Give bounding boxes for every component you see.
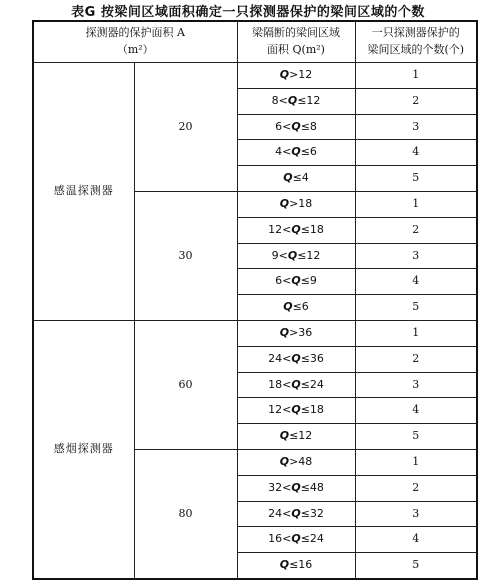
beam-area-range-cell [237,140,355,166]
q-symbol: Q [291,351,301,365]
beam-area-range-cell [237,346,355,372]
range-upper: ≤12 [289,429,313,443]
q-symbol: Q [291,403,301,417]
header-protection-area-line2: （m²） [116,43,154,56]
range-upper: ≤6 [292,300,309,314]
range-upper: ≤9 [300,274,317,288]
header-count-line2: 梁间区域的个数(个) [367,43,465,56]
range-upper: >12 [289,68,313,82]
table-row [33,320,477,346]
range-upper: ≤6 [300,145,317,159]
beam-area-range-cell [237,501,355,527]
header-protection-area-line1: 探测器的保护面积 A [85,26,185,40]
range-lower: 6< [275,119,292,133]
q-symbol: Q [279,68,290,82]
count-cell: 3 [355,372,477,398]
q-symbol: Q [279,429,290,443]
header-beam-area-line2: 面积 Q(m²) [267,43,325,56]
q-symbol: Q [291,532,301,546]
beam-area-range-cell [237,320,355,346]
q-symbol: Q [287,93,298,107]
count-cell: 1 [355,63,477,89]
beam-area-range-cell [237,63,355,89]
range-upper: ≤12 [297,93,321,107]
range-lower: 6< [275,274,292,288]
range-lower: 16< [268,532,292,546]
beam-area-table [32,20,478,580]
detector-type-cell: 感烟探测器 [33,320,134,578]
range-lower: 32< [268,480,292,494]
q-symbol: Q [291,506,301,520]
range-upper: ≤16 [289,558,313,572]
count-cell: 4 [355,398,477,424]
beam-area-range-cell [237,191,355,217]
beam-area-range-cell [237,527,355,553]
count-cell: 2 [355,475,477,501]
protection-area-cell: 30 [134,191,237,320]
count-cell: 3 [355,243,477,269]
count-cell: 1 [355,191,477,217]
header-row [33,21,477,63]
beam-area-range-cell [237,553,355,579]
q-symbol: Q [291,480,301,494]
protection-area-cell: 80 [134,449,237,578]
beam-area-range-cell [237,243,355,269]
header-beam-area [237,21,355,63]
range-lower: 8< [271,93,288,107]
beam-area-range-cell [237,114,355,140]
count-cell: 3 [355,501,477,527]
range-upper: ≤12 [297,248,321,262]
range-upper: >36 [289,326,313,340]
q-symbol: Q [287,248,298,262]
range-lower: 24< [268,351,292,365]
range-upper: ≤32 [300,506,324,520]
range-upper: ≤18 [300,222,324,236]
count-cell: 2 [355,346,477,372]
q-symbol: Q [279,558,290,572]
count-cell: 2 [355,88,477,114]
q-symbol: Q [283,171,293,185]
count-cell: 5 [355,553,477,579]
count-cell: 1 [355,449,477,475]
count-cell: 2 [355,217,477,243]
range-lower: 18< [268,377,292,391]
count-cell: 5 [355,295,477,321]
range-upper: ≤8 [300,119,317,133]
count-cell: 3 [355,114,477,140]
beam-area-range-cell [237,475,355,501]
range-upper: ≤24 [300,532,324,546]
range-upper: >18 [289,197,313,211]
protection-area-cell: 60 [134,320,237,449]
header-count [355,21,477,63]
range-lower: 24< [268,506,292,520]
range-lower: 9< [271,248,288,262]
q-symbol: Q [291,119,301,133]
range-upper: ≤24 [300,377,324,391]
beam-area-range-cell [237,424,355,450]
beam-area-range-cell [237,166,355,192]
protection-area-cell: 20 [134,63,237,192]
table-title: 表G 按梁间区域面积确定一只探测器保护的梁间区域的个数 [71,5,425,20]
range-upper: ≤4 [292,171,309,185]
beam-area-range-cell [237,398,355,424]
beam-area-range-cell [237,295,355,321]
header-beam-area-line1: 梁隔断的梁间区域 [252,26,341,40]
beam-area-range-cell [237,217,355,243]
q-symbol: Q [291,377,301,391]
range-upper: >48 [289,455,313,469]
q-symbol: Q [279,197,290,211]
range-upper: ≤36 [300,351,324,365]
q-symbol: Q [283,300,293,314]
q-symbol: Q [279,326,290,340]
q-symbol: Q [291,145,301,159]
range-lower: 4< [275,145,292,159]
q-symbol: Q [291,274,301,288]
range-upper: ≤48 [300,480,324,494]
count-cell: 5 [355,424,477,450]
q-symbol: Q [291,222,301,236]
count-cell: 4 [355,527,477,553]
range-lower: 12< [268,222,292,236]
count-cell: 5 [355,166,477,192]
range-upper: ≤18 [300,403,324,417]
beam-area-range-cell [237,88,355,114]
beam-area-range-cell [237,269,355,295]
table-row [33,63,477,89]
detector-type-cell: 感温探测器 [33,63,134,321]
range-lower: 12< [268,403,292,417]
count-cell: 4 [355,269,477,295]
header-protection-area [33,21,237,63]
beam-area-range-cell [237,449,355,475]
count-cell: 1 [355,320,477,346]
count-cell: 4 [355,140,477,166]
beam-area-range-cell [237,372,355,398]
q-symbol: Q [279,455,290,469]
header-count-line1: 一只探测器保护的 [371,26,460,40]
